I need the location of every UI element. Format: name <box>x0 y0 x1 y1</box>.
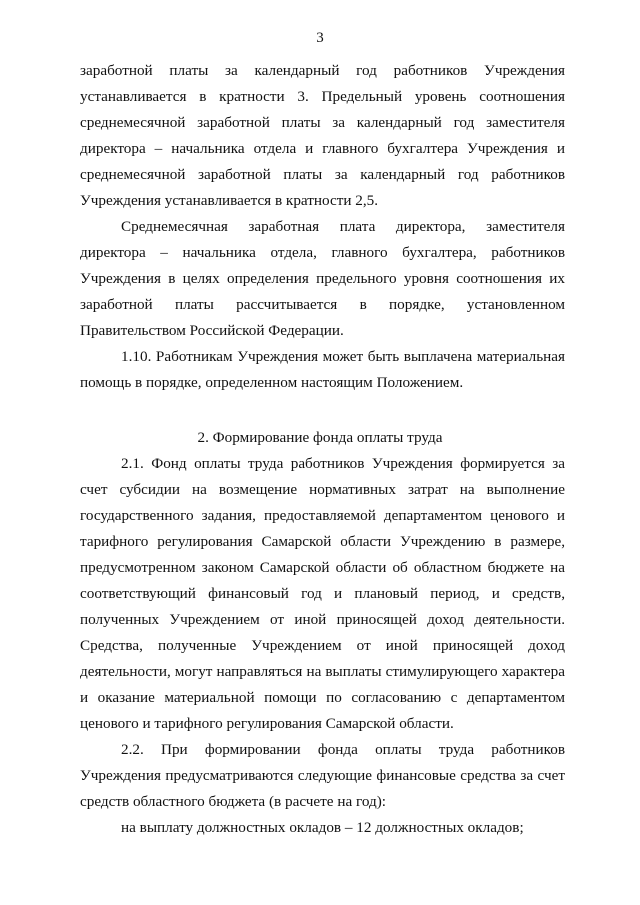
paragraph: заработной платы за календарный год работников Учреждения устанавливается в кратности 3. Предельный уровень соотношения среднемесячной заработной платы за календарный год заместителя директора – начальника отдела и главного бухгалтера Учреждения и среднемесячной заработной платы за календарный год работников Учреждения устанавливается в кратности 2,5. <box>80 62 565 209</box>
paragraph: Среднемесячная заработная плата директора, заместителя директора – начальника отдела, главного бухгалтера, работников Учреждения в целях определения предельного уровня соотношения их заработной платы рассчитывается в порядке, установленном Правительством Российской Федерации. <box>80 218 565 339</box>
page-number: 3 <box>316 30 324 46</box>
text-block-bottom <box>80 451 565 841</box>
paragraph: 2.2. При формировании фонда оплаты труда работников Учреждения предусматриваются следующие финансовые средства за счет средств областного бюджета (в расчете на год): <box>80 741 565 810</box>
paragraph: на выплату должностных окладов – 12 должностных окладов; <box>121 819 524 836</box>
text-block-top <box>80 58 565 396</box>
paragraph: 1.10. Работникам Учреждения может быть выплачена материальная помощь в порядке, определенном настоящим Положением. <box>80 348 565 391</box>
section-heading: 2. Формирование фонда оплаты труда <box>197 429 443 446</box>
paragraph: 2.1. Фонд оплаты труда работников Учреждения формируется за счет субсидии на возмещение нормативных затрат на выполнение государственного задания, предоставляемой департаментом ценового и тарифного регулирования Самарской области Учреждению в размере, предусмотренном законом Самарской области об областном бюджете на соответствующий финансовый год и плановый период, и средств, полученных Учреждением от иной приносящей доход деятельности. Средства, полученные Учреждением от иной приносящей доход деятельности, могут направляться на выплаты стимулирующего характера и оказание материальной помощи по согласованию с департаментом ценового и тарифного регулирования Самарской области. <box>80 455 565 732</box>
